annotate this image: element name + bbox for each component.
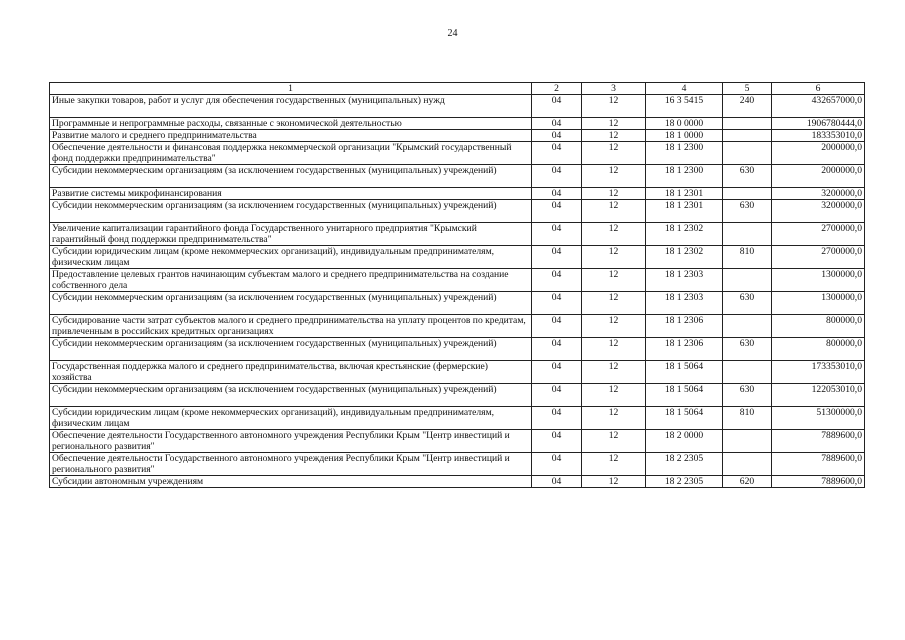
row-name: Обеспечение деятельности Государственного автономного учреждения Республики Крым "Центр инвестиций и регионального развития" <box>50 453 532 476</box>
row-target-article: 18 1 2303 <box>646 269 723 292</box>
row-expense-type <box>723 453 772 476</box>
row-section: 04 <box>532 292 582 315</box>
row-subsection: 12 <box>582 338 646 361</box>
row-name: Субсидии некоммерческим организациям (за исключением государственных (муниципальных) учреждений) <box>50 384 532 407</box>
table-row <box>50 292 865 315</box>
row-name: Программные и непрограммные расходы, связанные с экономической деятельностью <box>50 118 532 130</box>
row-subsection: 12 <box>582 118 646 130</box>
row-subsection: 12 <box>582 188 646 200</box>
header-row <box>50 83 865 95</box>
row-name: Субсидии юридическим лицам (кроме некоммерческих организаций), индивидуальным предпринимателям, физическим лицам <box>50 246 532 269</box>
row-subsection: 12 <box>582 130 646 142</box>
table-row <box>50 165 865 188</box>
row-amount: 800000,0 <box>772 315 865 338</box>
table-row <box>50 188 865 200</box>
row-section: 04 <box>532 118 582 130</box>
row-section: 04 <box>532 188 582 200</box>
row-amount: 122053010,0 <box>772 384 865 407</box>
budget-table <box>49 82 865 488</box>
row-expense-type <box>723 315 772 338</box>
table-row <box>50 453 865 476</box>
row-amount: 7889600,0 <box>772 476 865 488</box>
row-name: Предоставление целевых грантов начинающим субъектам малого и среднего предпринимательства на создание собственного дела <box>50 269 532 292</box>
row-expense-type <box>723 118 772 130</box>
row-subsection: 12 <box>582 246 646 269</box>
row-section: 04 <box>532 142 582 165</box>
row-expense-type <box>723 130 772 142</box>
row-section: 04 <box>532 407 582 430</box>
row-name: Увеличение капитализации гарантийного фонда Государственного унитарного предприятия "Крымский гарантийный фонд поддержки предпринимательства" <box>50 223 532 246</box>
row-name: Субсидии некоммерческим организациям (за исключением государственных (муниципальных) учреждений) <box>50 292 532 315</box>
row-section: 04 <box>532 200 582 223</box>
row-target-article: 18 1 5064 <box>646 361 723 384</box>
row-subsection: 12 <box>582 453 646 476</box>
row-name: Субсидии некоммерческим организациям (за исключением государственных (муниципальных) учреждений) <box>50 200 532 223</box>
row-amount: 3200000,0 <box>772 188 865 200</box>
row-name: Обеспечение деятельности и финансовая поддержка некоммерческой организации "Крымский государственный фонд поддержки предпринимательства" <box>50 142 532 165</box>
row-name: Развитие малого и среднего предпринимательства <box>50 130 532 142</box>
row-section: 04 <box>532 338 582 361</box>
row-expense-type: 630 <box>723 292 772 315</box>
row-section: 04 <box>532 315 582 338</box>
row-amount: 2700000,0 <box>772 246 865 269</box>
row-expense-type <box>723 361 772 384</box>
row-subsection: 12 <box>582 223 646 246</box>
row-expense-type: 630 <box>723 384 772 407</box>
header-cell-4: 4 <box>646 83 723 95</box>
row-name: Субсидии некоммерческим организациям (за исключением государственных (муниципальных) учреждений) <box>50 338 532 361</box>
row-name: Субсидии автономным учреждениям <box>50 476 532 488</box>
row-subsection: 12 <box>582 315 646 338</box>
row-target-article: 18 2 2305 <box>646 453 723 476</box>
row-subsection: 12 <box>582 476 646 488</box>
row-expense-type: 630 <box>723 165 772 188</box>
row-section: 04 <box>532 384 582 407</box>
row-subsection: 12 <box>582 361 646 384</box>
header-cell-3: 3 <box>582 83 646 95</box>
row-amount: 173353010,0 <box>772 361 865 384</box>
row-expense-type: 620 <box>723 476 772 488</box>
row-target-article: 18 2 2305 <box>646 476 723 488</box>
row-name: Обеспечение деятельности Государственного автономного учреждения Республики Крым "Центр инвестиций и регионального развития" <box>50 430 532 453</box>
row-amount: 7889600,0 <box>772 430 865 453</box>
table-row <box>50 200 865 223</box>
row-amount: 1300000,0 <box>772 292 865 315</box>
table-row <box>50 95 865 118</box>
row-amount: 800000,0 <box>772 338 865 361</box>
row-expense-type <box>723 142 772 165</box>
row-amount: 2000000,0 <box>772 142 865 165</box>
row-subsection: 12 <box>582 384 646 407</box>
row-expense-type: 630 <box>723 200 772 223</box>
row-subsection: 12 <box>582 95 646 118</box>
row-amount: 1300000,0 <box>772 269 865 292</box>
row-section: 04 <box>532 476 582 488</box>
row-target-article: 18 1 2301 <box>646 200 723 223</box>
row-target-article: 18 1 2300 <box>646 165 723 188</box>
row-subsection: 12 <box>582 292 646 315</box>
table-row <box>50 430 865 453</box>
row-amount: 3200000,0 <box>772 200 865 223</box>
table-row <box>50 476 865 488</box>
row-subsection: 12 <box>582 142 646 165</box>
row-name: Иные закупки товаров, работ и услуг для обеспечения государственных (муниципальных) нужд <box>50 95 532 118</box>
row-name: Развитие системы микрофинансирования <box>50 188 532 200</box>
row-section: 04 <box>532 223 582 246</box>
row-section: 04 <box>532 95 582 118</box>
row-amount: 432657000,0 <box>772 95 865 118</box>
row-section: 04 <box>532 165 582 188</box>
header-cell-2: 2 <box>532 83 582 95</box>
row-section: 04 <box>532 269 582 292</box>
row-name: Государственная поддержка малого и среднего предпринимательства, включая крестьянские (фермерские) хозяйства <box>50 361 532 384</box>
row-section: 04 <box>532 430 582 453</box>
row-amount: 1906780444,0 <box>772 118 865 130</box>
row-target-article: 18 1 2302 <box>646 223 723 246</box>
table-row <box>50 130 865 142</box>
table-row <box>50 361 865 384</box>
row-target-article: 18 1 2306 <box>646 338 723 361</box>
row-expense-type: 810 <box>723 407 772 430</box>
row-target-article: 16 3 5415 <box>646 95 723 118</box>
header-cell-5: 5 <box>723 83 772 95</box>
row-section: 04 <box>532 246 582 269</box>
row-expense-type: 630 <box>723 338 772 361</box>
row-section: 04 <box>532 130 582 142</box>
table-row <box>50 118 865 130</box>
row-expense-type: 240 <box>723 95 772 118</box>
row-target-article: 18 0 0000 <box>646 118 723 130</box>
row-target-article: 18 1 2300 <box>646 142 723 165</box>
page-number: 24 <box>447 28 458 39</box>
row-expense-type <box>723 430 772 453</box>
row-amount: 183353010,0 <box>772 130 865 142</box>
row-target-article: 18 1 2306 <box>646 315 723 338</box>
row-expense-type <box>723 223 772 246</box>
row-expense-type <box>723 269 772 292</box>
row-target-article: 18 1 2303 <box>646 292 723 315</box>
row-expense-type: 810 <box>723 246 772 269</box>
row-name: Субсидии некоммерческим организациям (за исключением государственных (муниципальных) учреждений) <box>50 165 532 188</box>
row-amount: 2000000,0 <box>772 165 865 188</box>
row-amount: 7889600,0 <box>772 453 865 476</box>
table-row <box>50 269 865 292</box>
row-target-article: 18 1 0000 <box>646 130 723 142</box>
row-subsection: 12 <box>582 269 646 292</box>
table-row <box>50 315 865 338</box>
row-section: 04 <box>532 453 582 476</box>
row-subsection: 12 <box>582 407 646 430</box>
row-expense-type <box>723 188 772 200</box>
table-row <box>50 384 865 407</box>
table-row <box>50 338 865 361</box>
header-cell-1: 1 <box>50 83 532 95</box>
row-target-article: 18 1 2301 <box>646 188 723 200</box>
table-row <box>50 407 865 430</box>
row-name: Субсидирование части затрат субъектов малого и среднего предпринимательства на уплату процентов по кредитам, привлеченным в российских кредитных организациях <box>50 315 532 338</box>
header-cell-6: 6 <box>772 83 865 95</box>
row-subsection: 12 <box>582 200 646 223</box>
table-row <box>50 142 865 165</box>
row-subsection: 12 <box>582 165 646 188</box>
row-target-article: 18 2 0000 <box>646 430 723 453</box>
row-target-article: 18 1 2302 <box>646 246 723 269</box>
row-amount: 2700000,0 <box>772 223 865 246</box>
table-row <box>50 223 865 246</box>
table-row <box>50 246 865 269</box>
row-amount: 51300000,0 <box>772 407 865 430</box>
row-target-article: 18 1 5064 <box>646 384 723 407</box>
row-name: Субсидии юридическим лицам (кроме некоммерческих организаций), индивидуальным предпринимателям, физическим лицам <box>50 407 532 430</box>
row-target-article: 18 1 5064 <box>646 407 723 430</box>
row-section: 04 <box>532 361 582 384</box>
row-subsection: 12 <box>582 430 646 453</box>
